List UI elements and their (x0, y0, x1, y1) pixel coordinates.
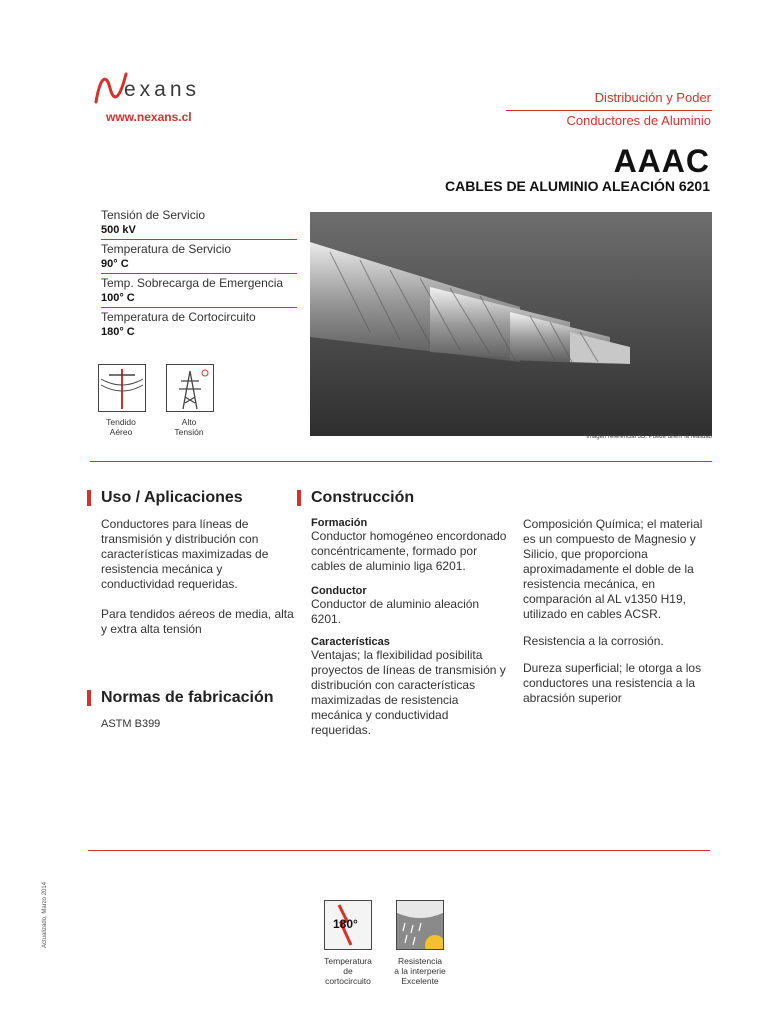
uso-paragraph-1: Conductores para líneas de transmisión y distribución con características maximizadas de resistencia mecánica y conductividad requeridas. (101, 517, 269, 591)
caracteristicas-title: Características (311, 636, 390, 648)
normas-text: ASTM B399 (101, 718, 161, 730)
icon-caption: Resistencia a la interperie Excelente (394, 956, 446, 986)
conductor-title: Conductor (311, 585, 367, 597)
specs-list (101, 208, 297, 341)
update-note: Actualizado, Marzo 2014 (42, 881, 48, 948)
overhead-line-icon (98, 364, 146, 412)
caracteristicas-text: Ventajas; la flexibilidad posibilita proyectos de líneas de transmisión y distribución con características maximizadas de resistencia mecánica y conductividad requeridas. (311, 648, 506, 737)
photo-disclaimer: *Imagen referencial 3D. Puede diferir la realidad (583, 434, 712, 440)
uso-section-title: Uso / Aplicaciones (87, 490, 243, 506)
construccion-content (311, 517, 511, 738)
formacion-text: Conductor homogéneo encordonado concéntricamente, formado por cables de aluminio liga 6201. (311, 529, 507, 573)
nexans-logo (92, 66, 232, 106)
logo-wordmark: exans (124, 78, 201, 101)
high-voltage-tower-icon (166, 364, 214, 412)
spec-item (101, 276, 297, 308)
icon-caption: Alto Tensión (174, 417, 204, 437)
spec-label: Tensión de Servicio (101, 208, 206, 222)
spec-label: Temp. Sobrecarga de Emergencia (101, 276, 284, 290)
formacion-title: Formación (311, 517, 368, 529)
uso-paragraph-2: Para tendidos aéreos de media, alta y extra alta tensión (101, 607, 294, 636)
spec-label: Temperatura de Cortocircuito (101, 310, 256, 324)
website-link[interactable]: www.nexans.cl (106, 110, 192, 124)
spec-label: Temperatura de Servicio (101, 242, 232, 256)
construccion-section-title: Construcción (297, 490, 414, 506)
composition-text: Composición Química; el material es un compuesto de Magnesio y Silicio, que proporciona aproximadamente el doble de la resistencia mecánica, en comparación al AL v1350 H19, utilizado en cables ACSR. (523, 517, 703, 621)
category-primary: Distribución y Poder (594, 90, 711, 105)
footer-divider (88, 850, 710, 851)
spec-value: 100° C (101, 292, 135, 304)
header-divider (506, 110, 712, 111)
temperature-icon (324, 900, 372, 950)
section-divider (90, 461, 712, 462)
spec-item (101, 242, 297, 274)
icon-caption: Temperatura de cortocircuito (324, 956, 372, 986)
normas-section-title: Normas de fabricación (87, 690, 274, 706)
spec-value: 180° C (101, 326, 135, 338)
product-title: AAAC (613, 143, 710, 179)
cable-photo (310, 212, 712, 436)
composition-column (523, 517, 711, 706)
hardness-text: Dureza superficial; le otorga a los conductores una resistencia a la abracsión superior (523, 661, 702, 705)
conductor-text: Conductor de aluminio aleación 6201. (311, 597, 480, 626)
spec-item (101, 310, 297, 341)
spec-item (101, 208, 297, 240)
icon-caption: Tendido Aéreo (106, 417, 136, 437)
spec-divider (101, 307, 297, 308)
spec-value: 500 kV (101, 224, 136, 236)
weather-resistance-icon (396, 900, 444, 950)
corrosion-text: Resistencia a la corrosión. (523, 634, 664, 648)
spec-divider (101, 239, 297, 240)
spec-value: 90° C (101, 258, 129, 270)
category-secondary: Conductores de Aluminio (566, 113, 711, 128)
spec-divider (101, 273, 297, 274)
product-subtitle: CABLES DE ALUMINIO ALEACIÓN 6201 (445, 178, 710, 194)
temperature-badge: 180° (333, 917, 358, 931)
